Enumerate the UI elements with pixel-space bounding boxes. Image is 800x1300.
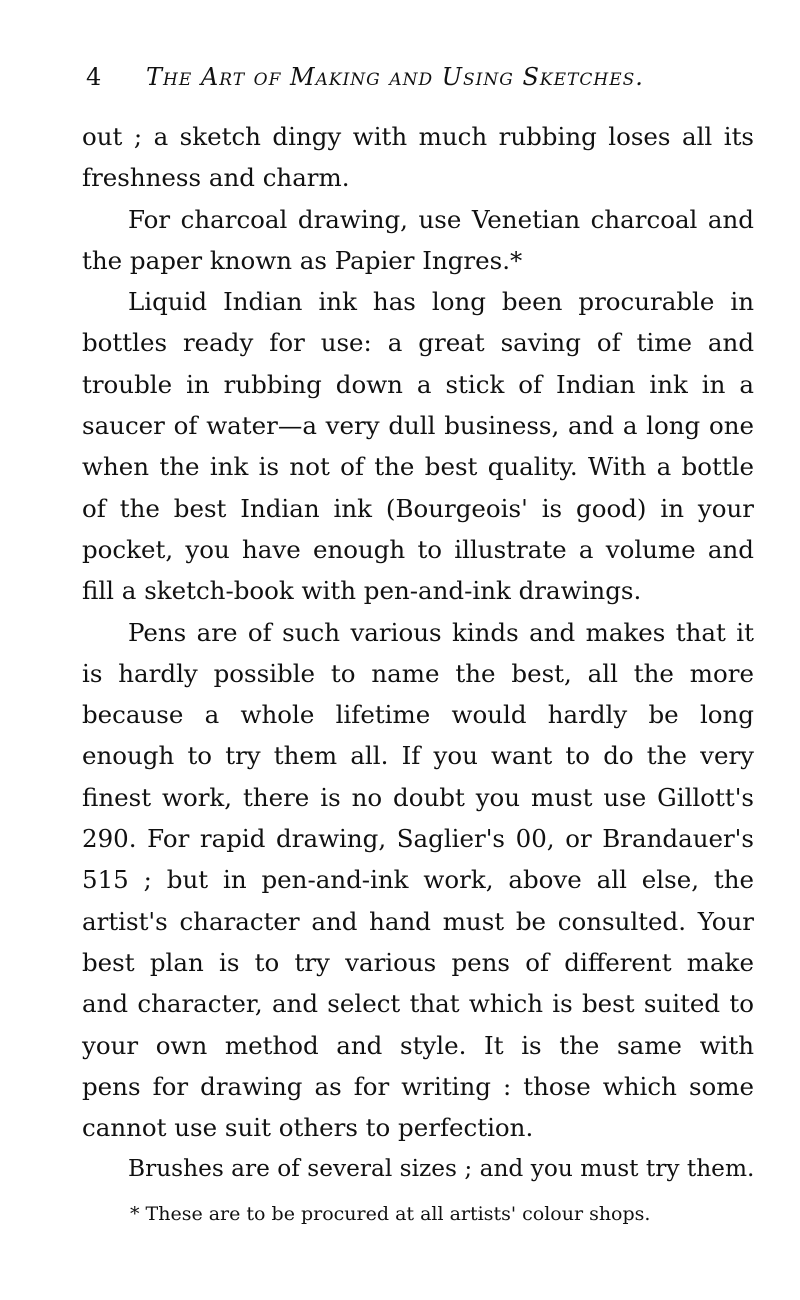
text-line: freshness and charm. (82, 163, 350, 193)
text-line: fill a sketch-book with pen-and-ink drawings. (82, 576, 642, 606)
page-number: 4 (86, 63, 102, 91)
text-line: out ; a sketch dingy with much rubbing loses all its (82, 122, 754, 151)
paragraph-3 (82, 281, 754, 611)
text-line: trouble in rubbing down a stick of Indian ink in a (82, 369, 754, 399)
text-line: of the best Indian ink (Bourgeois' is good) in your (82, 493, 754, 523)
paragraph-5 (82, 1148, 754, 1189)
text-line: pocket, you have enough to illustrate a volume and (82, 534, 754, 564)
text-line: Brushes are of several sizes ; and you must try them. (128, 1155, 755, 1183)
text-line: cannot use suit others to perfection. (82, 1113, 534, 1143)
page-header (86, 60, 706, 94)
text-line: Liquid Indian ink has long been procurable in (128, 287, 754, 317)
text-line: and character, and select that which is best suited to (82, 989, 754, 1019)
text-line: enough to try them all. If you want to do the very (82, 741, 754, 771)
paragraph-2 (82, 199, 754, 282)
text-line: 515 ; but in pen-and-ink work, above all else, the (82, 865, 754, 895)
text-line: your own method and style. It is the same with (82, 1030, 754, 1060)
text-line: bottles ready for use: a great saving of time and (82, 328, 754, 358)
paragraph-1 (82, 116, 754, 199)
paragraph-4 (82, 612, 754, 1149)
text-line: For charcoal drawing, use Venetian charcoal and (128, 204, 754, 234)
text-line: Pens are of such various kinds and makes that it (128, 617, 754, 647)
text-line: best plan is to try various pens of different make (82, 947, 754, 977)
text-line: the paper known as Papier Ingres.* (82, 245, 523, 275)
footnote: * These are to be procured at all artists' colour shops. (130, 1203, 651, 1225)
text-line: when the ink is not of the best quality. With a bottle (82, 452, 754, 482)
text-line: saucer of water—a very dull business, and a long one (82, 411, 754, 441)
text-line: pens for drawing as for writing : those which some (82, 1071, 754, 1101)
text-line: 290. For rapid drawing, Saglier's 00, or Brandauer's (82, 824, 754, 854)
text-line: finest work, there is no doubt you must use Gillott's (82, 782, 754, 812)
running-title: The Art of Making and Using Sketches. (146, 63, 644, 91)
text-line: artist's character and hand must be consulted. Your (82, 906, 754, 936)
text-line: is hardly possible to name the best, all the more (82, 658, 754, 688)
text-line: because a whole lifetime would hardly be long (82, 700, 754, 730)
body-text (82, 116, 754, 1190)
